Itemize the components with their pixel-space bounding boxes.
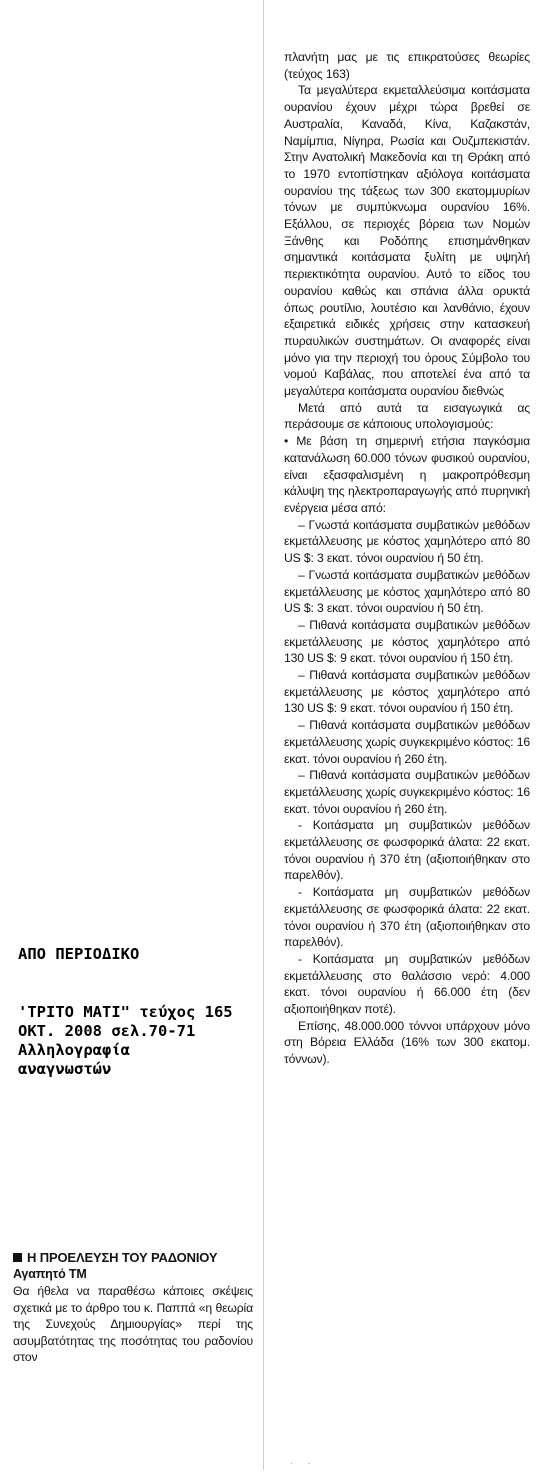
article-paragraph: πλανήτη μας με τις επικρατούσες θεωρίες (τεύχος 163)	[284, 50, 530, 81]
magazine-issue: 'ΤΡΙΤΟ ΜΑΤΙ" τεύχος 165	[18, 1003, 233, 1021]
column-divider	[263, 0, 264, 1470]
list-item: - Κοιτάσματα μη συμβατικών μεθόδων εκμετάλλευσης σε φωσφορικά άλατα: 22 εκατ. τόνοι ουρανίου ή 370 έτη (αξιοποιήθηκαν στο παρελθόν).	[284, 818, 530, 883]
list-item: – Πιθανά κοιτάσματα συμβατικών μεθόδων εκμετάλλευσης με κόστος χαμηλότερο από 130 US $: 9 εκατ. τόνοι ουρανίου ή 150 έτη.	[284, 668, 530, 716]
source-magazine	[18, 1003, 258, 1079]
list-item: – Πιθανά κοιτάσματα συμβατικών μεθόδων εκμετάλλευσης χωρίς συγκεκριμένο κόστος: 16 εκατ. τόνοι ουρανίου ή 260 έτη.	[284, 768, 530, 816]
letter-title	[13, 1250, 253, 1266]
list-item: - Κοιτάσματα μη συμβατικών μεθόδων εκμετάλλευσης σε φωσφορικά άλατα: 22 εκατ. τόνοι ουρανίου ή 370 έτη (αξιοποιήθηκαν στο παρελθόν).	[284, 885, 530, 950]
letter-author: Αγαπητό ΤΜ	[13, 1267, 87, 1281]
letter-column	[13, 1250, 253, 1366]
letter-title-text: Η ΠΡΟΕΛΕΥΣΗ ΤΟΥ ΡΑΔΟΝΙΟΥ	[27, 1250, 218, 1265]
list-item: – Πιθανά κοιτάσματα συμβατικών μεθόδων εκμετάλλευσης χωρίς συγκεκριμένο κόστος: 16 εκατ. τόνοι ουρανίου ή 260 έτη.	[284, 718, 530, 766]
article-paragraph: Τα μεγαλύτερα εκμεταλλεύσιμα κοιτάσματα ουρανίου έχουν μέχρι τώρα βρεθεί σε Αυστραλία, Καναδά, Κίνα, Καζακστάν, Ναμίμπια, Νίγηρα, Ρωσία και Ουζμπεκιστάν. Στην Ανατολική Μακεδονία και τη Θράκη από το 1970 εντοπίστηκαν αξιόλογα κοιτάσματα ουρανίου της τάξεως των 300 εκατομμυρίων τόνων με συμπύκνωμα ουρανίου 16%. Εξάλλου, σε περιοχές βόρεια των Νομών Ξάνθης και Ροδόπης επισημάνθηκαν σημαντικά κοιτάσματα ξυλίτη με υψηλή περιεκτικότητα ουρανίου. Αυτό το είδος του ουρανίου καθώς και σπάνια άλλα ορυκτά όπως ρουτίλιο, λουτέσιο και λανθάνιο, έχουν εξαιρετικά ειδικές χρήσεις στην κατασκευή πυραυλικών συστημάτων. Οι αναφορές είναι μόνο για την περιοχή του όρους Σύμβολο του νομού Καβάλας, που αποτελεί ένα από τα μεγαλύτερα κοιτάσματα ουρανίου διεθνώς	[284, 83, 530, 399]
article-paragraph: Επίσης, 48.000.000 τόννοι υπάρχουν μόνο στη Βόρεια Ελλάδα (16% των 300 εκατομ. τόννων).	[284, 1018, 530, 1067]
list-item: – Πιθανά κοιτάσματα συμβατικών μεθόδων εκμετάλλευσης με κόστος χαμηλότερο από 130 US $: 9 εκατ. τόνοι ουρανίου ή 150 έτη.	[284, 617, 530, 666]
list-item: – Γνωστά κοιτάσματα συμβατικών μεθόδων εκμετάλλευσης με κόστος χαμηλότερο από 80 US $: 3 εκατ. τόνοι ουρανίου ή 50 έτη.	[284, 567, 530, 616]
article-column	[284, 49, 530, 1068]
magazine-date-pages: ΟΚΤ. 2008 σελ.70-71	[18, 1022, 196, 1040]
article-paragraph: Μετά από αυτά τα εισαγωγικά ας περάσουμε σε κάποιους υπολογισμούς:	[284, 400, 530, 432]
square-bullet-icon	[13, 1253, 22, 1262]
list-item: - Κοιτάσματα μη συμβατικών μεθόδων εκμετάλλευσης στο θαλάσσιο νερό: 4.000 εκατ. τόνοι ουρανίου ή 66.000 έτη (δεν αξιοποιήθηκαν ποτέ).	[284, 951, 530, 1017]
magazine-section-cont: αναγνωστών	[18, 1060, 112, 1078]
scan-specks: · ·	[290, 1458, 317, 1468]
letter-body: Θα ήθελα να παραθέσω κάποιες σκέψεις σχετικά με το άρθρο του κ. Παππά «η θεωρία της Συνεχούς Δημιουργίας» περί της ασυμβατότητας της ποσότητας του ραδονίου στον	[13, 1284, 253, 1364]
magazine-section: Αλληλογραφία	[18, 1041, 130, 1059]
list-item: – Γνωστά κοιτάσματα συμβατικών μεθόδων εκμετάλλευσης με κόστος χαμηλότερο από 80 US $: 3 εκατ. τόνοι ουρανίου ή 50 έτη.	[284, 517, 530, 566]
source-label: ΑΠΟ ΠΕΡΙΟΔΙΚΟ	[18, 945, 140, 963]
article-bullet-paragraph: • Με βάση τη σημερινή ετήσια παγκόσμια κατανάλωση 60.000 τόνων φυσικού ουρανίου, είναι εξασφαλισμένη η μακροπρόθεσμη κάλυψη της ηλεκτροπαραγωγής από πυρηνική ενέργεια μέσα από:	[284, 433, 530, 517]
